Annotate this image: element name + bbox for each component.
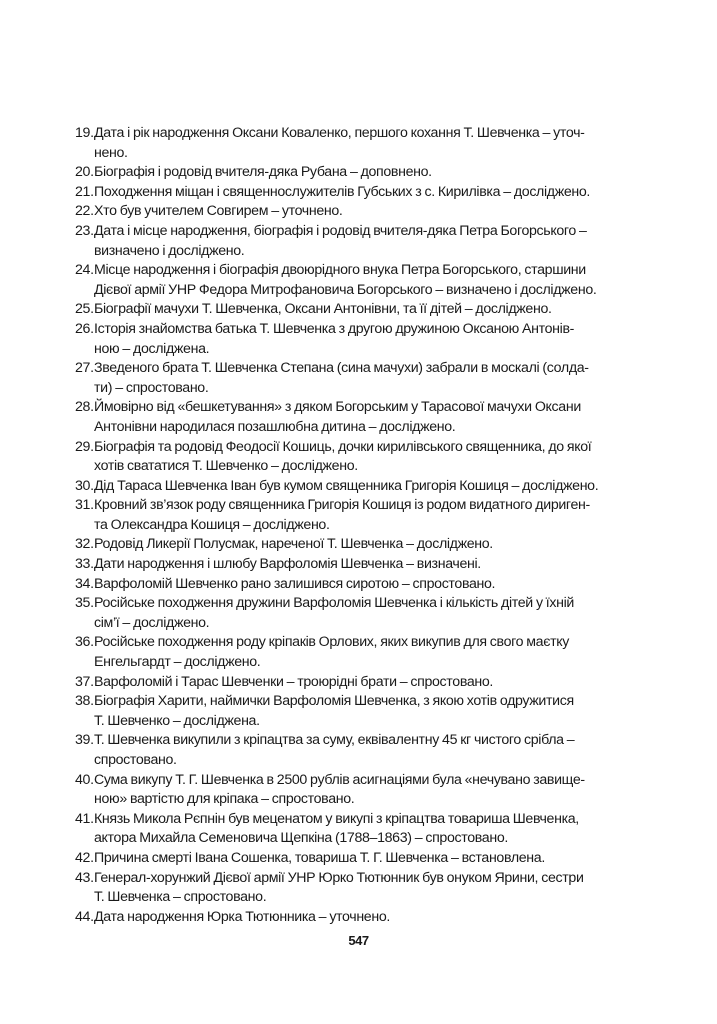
item-line: Дата народження Юрка Тютюнника – уточнено.	[94, 908, 390, 925]
list-item	[75, 496, 641, 535]
item-line: Біографія і родовід вчителя-дяка Рубана – доповнено.	[94, 164, 432, 181]
item-number: 27.	[75, 360, 94, 377]
item-line: Кровний зв’язок роду священника Григорія Кошиця із родом видатного дириген-	[94, 497, 590, 514]
item-line: Князь Микола Рєпнін був меценатом у викупі з кріпацтва товариша Шевченка,	[94, 810, 579, 827]
item-text	[94, 633, 641, 672]
item-text	[94, 692, 641, 731]
item-line: та Олександра Кошиця – досліджено.	[94, 516, 330, 533]
item-text	[94, 222, 641, 261]
item-text	[94, 771, 641, 810]
item-text	[94, 594, 641, 633]
item-number: 24.	[75, 262, 94, 279]
item-line: Генерал-хорунжий Дієвої армії УНР Юрко Тютюнник був онуком Ярини, сестри	[94, 869, 584, 886]
item-line: Місце народження і біографія двоюрідного внука Петра Богорського, старшини	[94, 262, 586, 279]
item-line: Біографія Харити, наймички Варфоломія Шевченка, з якою хотів одружитися	[94, 693, 574, 710]
item-number: 37.	[75, 673, 94, 690]
item-number: 43.	[75, 869, 94, 886]
list-item	[75, 398, 641, 437]
item-line: Причина смерті Івана Сошенка, товариша Т. Г. Шевченка – встановлена.	[94, 849, 545, 866]
item-line: сім’ї – досліджено.	[94, 614, 210, 631]
list-item	[75, 633, 641, 672]
list-item	[75, 575, 641, 595]
item-line: Т. Шевченко – досліджена.	[94, 712, 260, 729]
item-line: ною – досліджена.	[94, 340, 210, 357]
item-text	[94, 163, 641, 183]
page-number: 547	[348, 933, 369, 948]
item-line: Дата і місце народження, біографія і родовід вчителя-дяка Петра Богорського –	[94, 222, 587, 239]
item-line: Російське походження роду кріпаків Орлових, яких викупив для свого маєтку	[94, 634, 570, 651]
item-line: Зведеного брата Т. Шевченка Степана (сина мачухи) забрали в москалі (солда-	[94, 360, 589, 377]
item-text	[94, 496, 641, 535]
item-line: Дата і рік народження Оксани Коваленко, першого кохання Т. Шевченка – уточ-	[94, 125, 585, 141]
item-number: 32.	[75, 536, 94, 553]
item-line: Дід Тараса Шевченка Іван був кумом священника Григорія Кошиця – досліджено.	[94, 477, 599, 494]
item-number: 38.	[75, 693, 94, 710]
item-line: Родовід Ликерії Полусмак, нареченої Т. Шевченка – досліджено.	[94, 536, 493, 553]
list-item	[75, 359, 641, 398]
item-number: 35.	[75, 595, 94, 612]
item-number: 25.	[75, 301, 94, 318]
item-text	[94, 320, 641, 359]
item-line: Антонівни народилася позашлюбна дитина – досліджено.	[94, 418, 456, 435]
item-text	[94, 202, 641, 222]
list-item	[75, 183, 641, 203]
item-text	[94, 731, 641, 770]
item-line: Російське походження дружини Варфоломія Шевченка і кількість дітей у їхній	[94, 595, 574, 612]
item-line: визначено і досліджено.	[94, 242, 245, 259]
item-text	[94, 908, 641, 928]
item-line: Сума викупу Т. Г. Шевченка в 2500 рублів асигнаціями була «нечувано завище-	[94, 771, 585, 788]
item-text	[94, 810, 641, 849]
item-text	[94, 477, 641, 497]
item-line: Дієвої армії УНР Федора Митрофановича Богорського – визначено і досліджено.	[94, 281, 597, 298]
item-text	[94, 849, 641, 869]
item-text	[94, 438, 641, 477]
list-item	[75, 477, 641, 497]
item-number: 26.	[75, 320, 94, 337]
item-line: спростовано.	[94, 752, 177, 768]
list-item	[75, 869, 641, 908]
item-line: Т. Шевченка – спростовано.	[94, 889, 267, 906]
item-number: 19.	[75, 125, 94, 141]
item-text	[94, 535, 641, 555]
list-item	[75, 810, 641, 849]
item-text	[94, 183, 641, 203]
list-item	[75, 124, 641, 163]
list-item	[75, 438, 641, 477]
item-line: Хто був учителем Совгирем – уточнено.	[94, 203, 343, 220]
item-text	[94, 555, 641, 575]
item-line: хотів свататися Т. Шевченко – досліджено.	[94, 458, 358, 475]
item-line: Історія знайомства батька Т. Шевченка з другою дружиною Оксаною Антонів-	[94, 320, 575, 337]
item-line: Варфоломій і Тарас Шевченки – троюрідні брати – спростовано.	[94, 673, 494, 690]
item-number: 40.	[75, 771, 94, 788]
item-line: ти) – спростовано.	[94, 379, 209, 396]
item-number: 31.	[75, 497, 94, 514]
item-text	[94, 398, 641, 437]
list-item	[75, 320, 641, 359]
item-text	[94, 575, 641, 595]
item-line: актора Михайла Семеновича Щепкіна (1788–1863) – спростовано.	[94, 830, 508, 847]
item-line: Т. Шевченка викупили з кріпацтва за суму, еквівалентну 45 кг чистого срібла –	[94, 732, 575, 749]
item-line: Дати народження і шлюбу Варфоломія Шевченка – визначені.	[94, 556, 481, 573]
list-item	[75, 692, 641, 731]
item-line: ною» вартістю для кріпака – спростовано.	[94, 791, 355, 808]
item-text	[94, 869, 641, 908]
item-number: 33.	[75, 556, 94, 573]
list-item	[75, 594, 641, 633]
item-line: Біографія та родовід Феодосії Кошиць, дочки кирилівського священника, до якої	[94, 438, 592, 455]
list-item	[75, 555, 641, 575]
list-item	[75, 535, 641, 555]
list-item	[75, 261, 641, 300]
item-text	[94, 300, 641, 320]
item-number: 23.	[75, 222, 94, 239]
list-item	[75, 222, 641, 261]
list-item	[75, 673, 641, 693]
item-line: нено.	[94, 144, 128, 161]
list-item	[75, 163, 641, 183]
item-line: Варфоломій Шевченко рано залишився сиротою – спростовано.	[94, 575, 496, 592]
item-line: Ймовірно від «бешкетування» з дяком Богорським у Тарасової мачухи Оксани	[94, 399, 581, 416]
numbered-list	[75, 124, 641, 927]
item-number: 20.	[75, 164, 94, 181]
item-number: 34.	[75, 575, 94, 592]
item-number: 28.	[75, 399, 94, 416]
list-item	[75, 771, 641, 810]
list-item	[75, 849, 641, 869]
item-number: 22.	[75, 203, 94, 220]
item-line: Походження міщан і священнослужителів Губських з с. Кирилівка – досліджено.	[94, 183, 591, 200]
item-number: 41.	[75, 810, 94, 827]
item-number: 42.	[75, 849, 94, 866]
item-number: 29.	[75, 438, 94, 455]
item-number: 30.	[75, 477, 94, 494]
item-number: 21.	[75, 183, 94, 200]
item-line: Біографії мачухи Т. Шевченка, Оксани Антонівни, та її дітей – досліджено.	[94, 301, 552, 318]
list-item	[75, 202, 641, 222]
list-item	[75, 908, 641, 928]
item-number: 44.	[75, 908, 94, 925]
item-text	[94, 673, 641, 693]
list-item	[75, 731, 641, 770]
item-text	[94, 124, 641, 163]
item-text	[94, 359, 641, 398]
item-text	[94, 261, 641, 300]
item-line: Енгельгардт – досліджено.	[94, 654, 261, 671]
item-number: 36.	[75, 634, 94, 651]
item-number: 39.	[75, 732, 94, 749]
list-item	[75, 300, 641, 320]
